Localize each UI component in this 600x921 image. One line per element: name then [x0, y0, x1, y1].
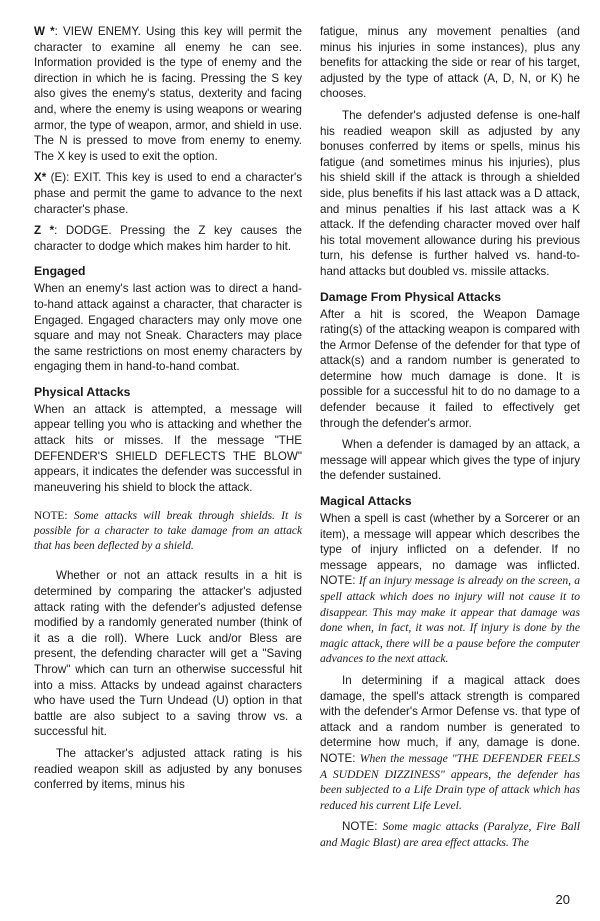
note-text: Some attacks will break through shields. It is possible for a character to take damage from an attack that has been deflected by a shield.: [34, 510, 302, 553]
final-text: NOTE:: [342, 820, 383, 834]
right-column: [320, 24, 580, 857]
exit-text: (E): EXIT. This key is used to end a character's phase and permit the game to advance to the next character's phase.: [34, 171, 302, 216]
physical-paragraph: When an attack is attempted, a message will appear telling you who is attacking and whether the attack hits or misses. If the message "THE DEFENDER'S SHIELD DEFLECTS THE BLOW" appears, it indicates the defender was successful in maneuvering his shield to block the attack.: [34, 402, 302, 494]
dodge-text: : DODGE. Pressing the Z key causes the character to dodge which makes him harder to hit.: [34, 224, 302, 253]
heading-physical-attacks: Physical Attacks: [34, 384, 131, 399]
magical-note: If an injury message is already on the screen, a spell attack which does no injury will not cause it to disappear. This may make it appear that damage was done when, in fact, it was not. If injury is done by the magic attack, there will be a pause before the computer advances to the next attack.: [320, 574, 580, 666]
heading-damage: Damage From Physical Attacks: [320, 289, 502, 304]
left-column: [34, 24, 302, 799]
determining-paragraph: [320, 673, 580, 813]
page-number: 20: [555, 892, 570, 907]
view-enemy-text: : VIEW ENEMY. Using this key will permit the character to examine all enemy he can see. Information provided is the type of enemy and the direction in which he is facing. Pressing the S key also gives the enemy's status, dexterity and facing and, where the enemy is using weapons or wearing armor, the type of weapon, armor, and shield in use. The N is pressed to move from enemy to enemy. The X key is used to exit the option.: [34, 25, 302, 163]
continued-paragraph: fatigue, minus any movement penalties (and minus his injuries in some instances), plus any benefits for attacking the side or rear of his target, adjusted by the type of attack (A, D, N, or K) he chooses.: [320, 25, 580, 101]
damage-paragraph: After a hit is scored, the Weapon Damage rating(s) of the attacking weapon is compared with the Armor Defense of the defender for that type of attack(s) and a random number is generated to determine how much damage is done. It is possible for a successful hit to do no damage to a defender because it failed to effectively get through the defender's armor.: [320, 307, 580, 430]
damaged-paragraph: When a defender is damaged by an attack, a message will appear which gives the type of injury the defender sustained.: [320, 438, 580, 483]
final-paragraph: [320, 819, 580, 850]
attacker-paragraph: The attacker's adjusted attack rating is his readied weapon skill as adjusted by any bonuses conferred by items, minus his: [34, 746, 302, 792]
view-enemy-key: W *: [34, 25, 55, 38]
heading-magical: Magical Attacks: [320, 494, 412, 509]
shield-note: [34, 509, 302, 554]
heading-engaged: Engaged: [34, 264, 86, 279]
determining-text: In determining if a magical attack does damage, the spell's attack strength is compared with the defender's Armor Defense vs. that type of attack and a random number is generated to determine how much, if any, damage is done. NOTE:: [320, 673, 580, 765]
exit-key: X*: [34, 171, 47, 185]
determining-note: When the message "THE DEFENDER FEELS A SUDDEN DIZZINESS" appears, the defender has been subjected to a Life Drain type of attack which has reduced his current Life Level.: [320, 751, 580, 812]
whether-paragraph: Whether or not an attack results in a hit is determined by comparing the attacker's adjusted attack rating with the defender's adjusted defense modified by a randomly generated number (think of it as a die roll). Where Luck and/or Bless are present, the defending character will get a "Saving Throw" which can turn an otherwise successful hit into a miss. Attacks by undead against characters who have used the Turn Undead (U) option in that battle are also subject to a saving throw vs. a successful hit.: [34, 569, 302, 739]
defense-paragraph: The defender's adjusted defense is one-half his readied weapon skill as adjusted by any bonuses conferred by items or spells, minus his fatigue (and sometimes minus his injuries), plus his shield skill if the attack is through a shielded side, plus benefits if his last attack was a D attack, and minus penalties if his last attack was a K attack. If the defending character moved over half his total movement allowance during his previous turn, his defense is further halved vs. hand-to-hand attacks but doubled vs. missile attacks.: [320, 108, 580, 278]
magical-text: When a spell is cast (whether by a Sorcerer or an item), a message will appear which describes the type of injury inflicted on a defender. If no message appears, no damage was inflicted. NOTE:: [320, 512, 580, 588]
magical-paragraph: [320, 511, 580, 667]
engaged-paragraph: When an enemy's last action was to direct a hand-to-hand attack against a character, that character is Engaged. Engaged characters may only move one square and may not Sneak. Characters may place the same restrictions on most enemy characters by engaging them in hand-to-hand combat.: [34, 282, 302, 374]
dodge-key: Z *: [34, 224, 55, 238]
exit-paragraph: [34, 170, 302, 217]
view-enemy-paragraph: [34, 24, 302, 164]
note-label: NOTE:: [34, 510, 68, 523]
dodge-paragraph: [34, 223, 302, 254]
final-note: Some magic attacks (Paralyze, Fire Ball and Magic Blast) are area effect attacks. The: [320, 820, 580, 849]
